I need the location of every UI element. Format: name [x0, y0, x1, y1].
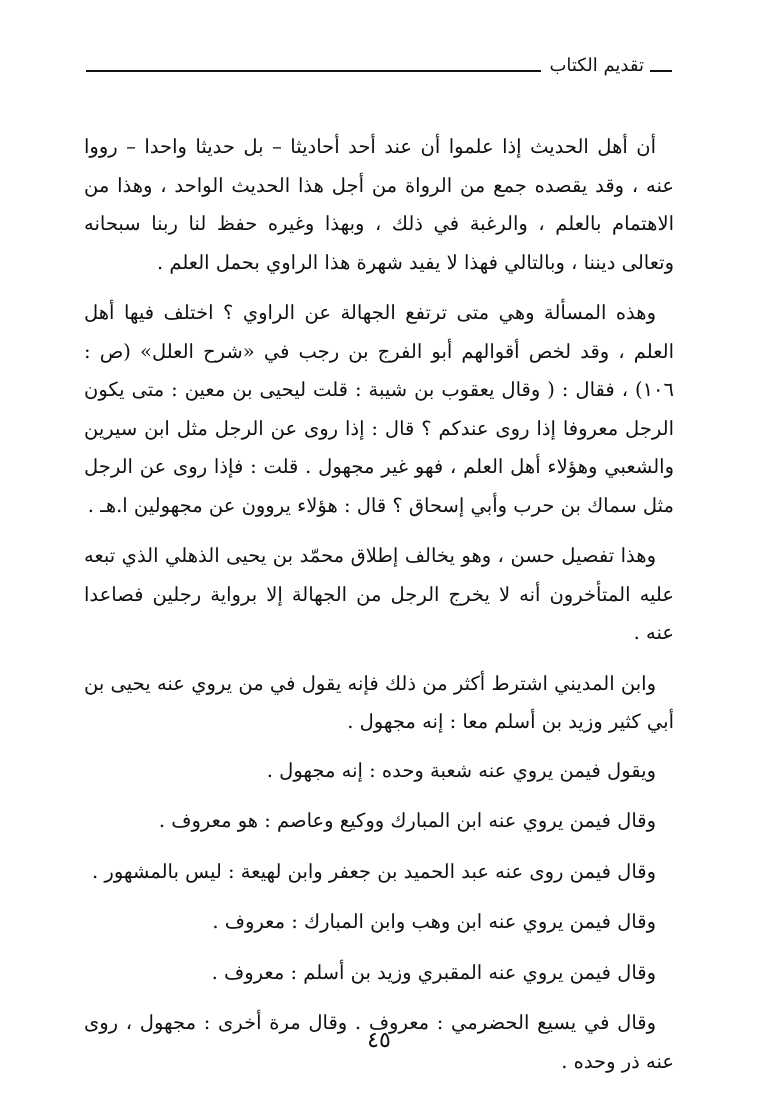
page-number: ٤٥	[367, 1028, 391, 1053]
paragraph-2: وهذه المسألة وهي متى ترتفع الجهالة عن الراوي ؟ اختلف فيها أهل العلم ، وقد لخص أقوالهم أبو الفرج بن رجب في «شرح العلل» (ص : ١٠٦) ، فقال : ( وقال يعقوب بن شيبة : قلت ليحيى بن معين : متى يكون الرجل معروفا إذا روى عندكم ؟ قال : إذا روى عن الرجل مثل ابن سيرين والشعبي وهؤلاء أهل العلم ، فهو غير مجهول . قلت : فإذا روى عن الرجل مثل سماك بن حرب وأبي إسحاق ؟ قال : هؤلاء يروون عن مجهولين ا.هـ .	[84, 301, 674, 517]
list-item-5: وقال فيمن يروي عنه المقبري وزيد بن أسلم : معروف .	[211, 960, 656, 984]
header-leading-dash	[650, 70, 672, 72]
list-item-2: وقال فيمن يروي عنه ابن المبارك ووكيع وعاصم : هو معروف .	[158, 809, 656, 832]
paragraph-4: وابن المديني اشترط أكثر من ذلك فإنه يقول في من يروي عنه يحيى بن أبي كثير وزيد بن أسلم معا : إنه مجهول .	[84, 671, 674, 733]
paragraph-1: أن أهل الحديث إذا علموا أن عند أحد أحاديثا – بل حديثا واحدا – رووا عنه ، وقد يقصده جمع من الرواة من أجل هذا الحديث الواحد ، وهذا من الاهتمام بالعلم ، والرغبة في ذلك ، وبهذا وغيره حفظ لنا ربنا سبحانه وتعالى ديننا ، وبالتالي فهذا لا يفيد شهرة هذا الراوي بحمل العلم .	[84, 135, 674, 274]
chapter-title: تقديم الكتاب	[549, 54, 644, 76]
paragraph-3: وهذا تفصيل حسن ، وهو يخالف إطلاق محمّد بن يحيى الذهلي الذي تبعه عليه المتأخرون أنه لا يخرج الرجل من الجهالة إلا برواية رجلين فصاعدا عنه .	[84, 544, 674, 644]
body-text	[84, 128, 674, 1093]
list-item-3: وقال فيمن روى عنه عبد الحميد بن جعفر وابن لهيعة : ليس بالمشهور .	[92, 859, 656, 883]
running-header	[86, 56, 672, 86]
header-rule	[86, 70, 541, 72]
list-item-1: ويقول فيمن يروي عنه شعبة وحده : إنه مجهول .	[266, 758, 656, 782]
list-item-4: وقال فيمن يروي عنه ابن وهب وابن المبارك : معروف .	[212, 910, 656, 933]
closing-paragraph: وقال في يسيع الحضرمي : معروف . وقال مرة أخرى : مجهول ، روى عنه ذر وحده .	[84, 1011, 674, 1073]
